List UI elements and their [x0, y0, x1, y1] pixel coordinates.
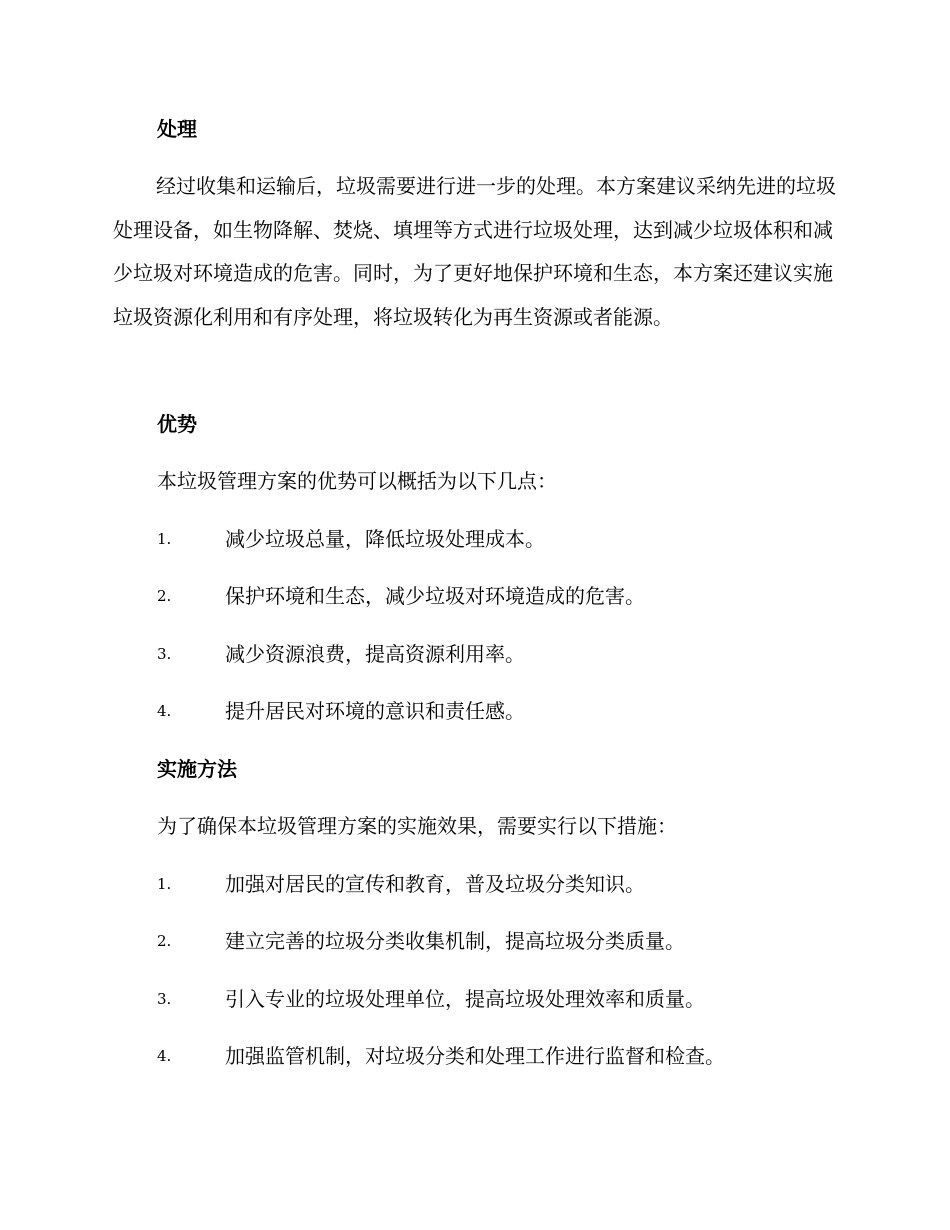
list-item-text: 保护环境和生态，减少垃圾对环境造成的危害。: [225, 584, 645, 608]
list-item-text: 提升居民对环境的意识和责任感。: [225, 699, 525, 723]
section-intro-implementation: 为了确保本垃圾管理方案的实施效果，需要实行以下措施：: [157, 814, 677, 838]
section-paragraph-processing: 经过收集和运输后，垃圾需要进行进一步的处理。本方案建议采纳先进的垃圾处理设备，如生物降解、焚烧、填埋等方式进行垃圾处理，达到减少垃圾体积和减少垃圾对环境造成的危害。同时，为了更好地保护环境和生态，本方案还建议实施垃圾资源化利用和有序处理，将垃圾转化为再生资源或者能源。: [113, 174, 836, 329]
section-heading-processing: 处理: [157, 117, 197, 141]
list-item-number: 3.: [157, 990, 172, 1008]
list-item-text: 减少资源浪费，提高资源利用率。: [225, 642, 525, 666]
list-item-number: 1.: [157, 875, 172, 893]
list-item-text: 引入专业的垃圾处理单位，提高垃圾处理效率和质量。: [225, 987, 705, 1011]
list-item-number: 4.: [157, 702, 172, 720]
list-item-number: 4.: [157, 1047, 172, 1065]
list-item-text: 建立完善的垃圾分类收集机制，提高垃圾分类质量。: [225, 929, 685, 953]
list-item-text: 加强监管机制，对垃圾分类和处理工作进行监督和检查。: [225, 1044, 725, 1068]
list-item-number: 2.: [157, 932, 172, 950]
section-heading-advantages: 优势: [157, 412, 197, 436]
list-item-text: 加强对居民的宣传和教育，普及垃圾分类知识。: [225, 872, 645, 896]
section-heading-implementation: 实施方法: [157, 757, 237, 781]
list-item-number: 3.: [157, 645, 172, 663]
list-item-text: 减少垃圾总量，降低垃圾处理成本。: [225, 527, 545, 551]
list-item-number: 2.: [157, 587, 172, 605]
section-intro-advantages: 本垃圾管理方案的优势可以概括为以下几点：: [157, 469, 557, 493]
list-item-number: 1.: [157, 530, 172, 548]
